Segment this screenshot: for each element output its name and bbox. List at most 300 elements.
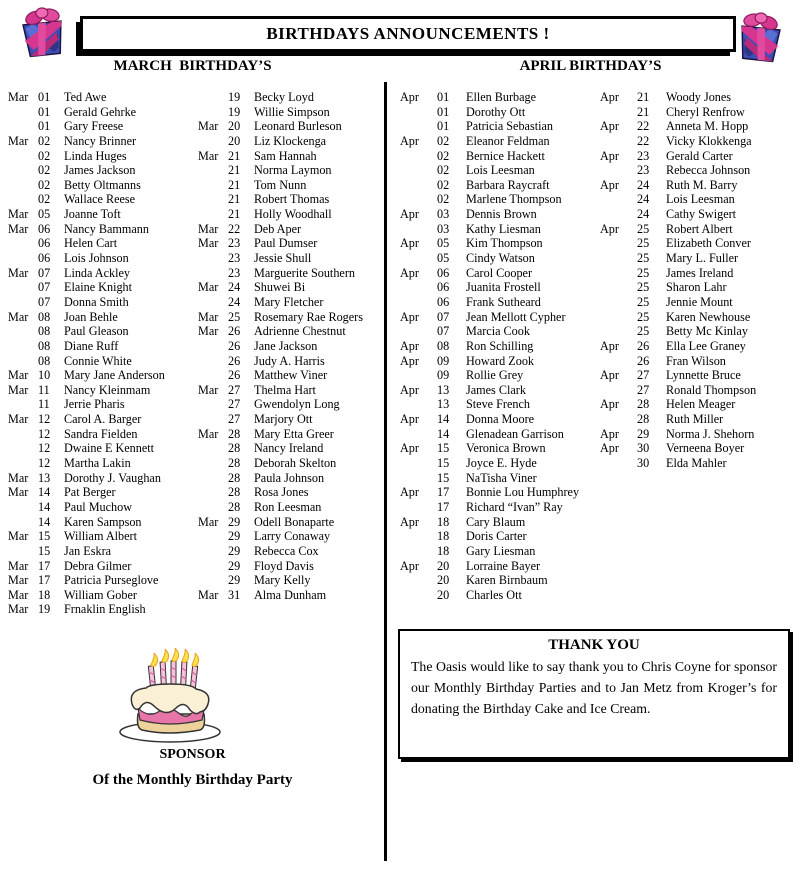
name-cell: Karen Birnbaum [466, 573, 548, 588]
month-cell: Mar [198, 514, 219, 529]
name-cell: Rosemary Rae Rogers [254, 309, 363, 324]
name-cell: Nancy Ireland [254, 441, 324, 456]
birthday-list-item [600, 412, 798, 427]
birthday-list-item [198, 266, 384, 281]
day-cell: 18 [437, 543, 450, 558]
march-birthday-list-column-2 [198, 90, 384, 602]
day-cell: 25 [637, 265, 650, 280]
april-birthday-list-column-1 [400, 90, 600, 602]
day-cell: 25 [637, 236, 650, 251]
day-cell: 02 [437, 148, 450, 163]
month-cell: Apr [600, 177, 619, 192]
birthday-list-item [400, 310, 600, 325]
day-cell: 10 [38, 368, 51, 383]
name-cell: Becky Loyd [254, 90, 314, 104]
day-cell: 24 [637, 177, 650, 192]
day-cell: 12 [38, 412, 51, 427]
day-cell: 15 [437, 441, 450, 456]
name-cell: Paula Johnson [254, 470, 325, 485]
name-cell: Leonard Burleson [254, 119, 342, 134]
day-cell: 02 [38, 148, 51, 163]
birthday-list-item [400, 207, 600, 222]
name-cell: Floyd Davis [254, 558, 314, 573]
name-cell: Robert Albert [666, 221, 733, 236]
name-cell: Dorothy J. Vaughan [64, 470, 161, 485]
birthday-list-item [400, 236, 600, 251]
name-cell: Patricia Sebastian [466, 119, 553, 134]
birthday-list-item [8, 515, 198, 530]
day-cell: 07 [38, 294, 51, 309]
day-cell: 15 [437, 456, 450, 471]
name-cell: Marjory Ott [254, 412, 313, 427]
month-cell: Mar [8, 382, 29, 397]
birthday-list-item [198, 310, 384, 325]
day-cell: 31 [228, 587, 241, 602]
birthday-list-item [8, 310, 198, 325]
march-section-header: MARCH BIRTHDAY’S [113, 58, 272, 74]
month-cell: Mar [8, 558, 29, 573]
month-cell: Apr [400, 514, 419, 529]
name-cell: Liz Klockenga [254, 133, 327, 148]
day-cell: 01 [38, 90, 51, 104]
birthday-list-item [8, 236, 198, 251]
name-cell: Ron Schilling [466, 338, 534, 353]
name-cell: Veronica Brown [466, 441, 546, 456]
birthday-list-item [400, 427, 600, 442]
day-cell: 23 [228, 251, 241, 266]
name-cell: Cary Blaum [466, 514, 526, 529]
month-cell: Mar [8, 368, 29, 383]
day-cell: 29 [228, 573, 241, 588]
name-cell: Norma Laymon [254, 163, 332, 178]
day-cell: 28 [228, 426, 241, 441]
name-cell: Jean Mellott Cypher [466, 309, 566, 324]
name-cell: Wallace Reese [64, 192, 136, 207]
day-cell: 17 [38, 573, 51, 588]
name-cell: Steve French [466, 397, 530, 412]
name-cell: Paul Dumser [254, 236, 318, 251]
birthday-list-item [8, 222, 198, 237]
day-cell: 08 [437, 338, 450, 353]
name-cell: Shuwei Bi [254, 280, 306, 295]
name-cell: Mary Etta Greer [254, 426, 334, 441]
day-cell: 07 [437, 324, 450, 339]
birthday-list-item [600, 192, 798, 207]
name-cell: Ella Lee Graney [666, 338, 746, 353]
day-cell: 27 [228, 412, 241, 427]
name-cell: Ted Awe [64, 90, 107, 104]
name-cell: Bonnie Lou Humphrey [466, 485, 580, 500]
name-cell: Donna Moore [466, 412, 535, 427]
birthday-list-item [600, 383, 798, 398]
day-cell: 29 [637, 426, 650, 441]
birthday-list-item [198, 485, 384, 500]
name-cell: Gerald Gehrke [64, 104, 137, 119]
month-cell: Mar [8, 412, 29, 427]
name-cell: James Ireland [666, 265, 734, 280]
day-cell: 27 [637, 382, 650, 397]
name-cell: Martha Lakin [64, 456, 131, 471]
name-cell: Matthew Viner [254, 368, 328, 383]
birthday-list-item [600, 149, 798, 164]
birthday-list-item [198, 515, 384, 530]
birthday-list-item [198, 251, 384, 266]
birthday-list-item [8, 163, 198, 178]
day-cell: 15 [437, 470, 450, 485]
birthday-list-item [8, 456, 198, 471]
month-cell: Apr [400, 338, 419, 353]
name-cell: Ruth Miller [666, 412, 724, 427]
name-cell: Ron Leesman [254, 499, 322, 514]
birthday-list-item [8, 295, 198, 310]
birthday-list-item [198, 500, 384, 515]
name-cell: Paul Muchow [64, 499, 133, 514]
birthday-list-item [400, 280, 600, 295]
month-cell: Apr [600, 338, 619, 353]
birthday-list-item [8, 602, 198, 617]
day-cell: 02 [38, 133, 51, 148]
month-cell: Mar [198, 324, 219, 339]
name-cell: NaTisha Viner [466, 470, 537, 485]
day-cell: 14 [38, 499, 51, 514]
birthday-list-item [8, 105, 198, 120]
day-cell: 29 [228, 558, 241, 573]
birthday-list-item [198, 441, 384, 456]
day-cell: 09 [437, 368, 450, 383]
birthday-list-item [8, 544, 198, 559]
day-cell: 25 [637, 324, 650, 339]
birthday-list-item [600, 251, 798, 266]
birthday-list-item [8, 339, 198, 354]
day-cell: 14 [437, 412, 450, 427]
page-title: BIRTHDAYS ANNOUNCEMENTS ! [266, 24, 550, 43]
name-cell: Pat Berger [64, 485, 116, 500]
birthday-list-item [198, 207, 384, 222]
birthday-list-item [600, 222, 798, 237]
birthday-list-item [600, 266, 798, 281]
birthday-list-item [198, 456, 384, 471]
birthday-list-item [8, 485, 198, 500]
birthday-list-item [198, 368, 384, 383]
name-cell: Odell Bonaparte [254, 514, 335, 529]
name-cell: Cindy Watson [466, 251, 535, 266]
day-cell: 20 [228, 133, 241, 148]
name-cell: Jerrie Pharis [64, 397, 125, 412]
birthday-list-item [400, 105, 600, 120]
name-cell: Paul Gleason [64, 324, 129, 339]
sponsor-subtitle: Of the Monthly Birthday Party [92, 772, 293, 788]
name-cell: Gerald Carter [666, 148, 733, 163]
name-cell: Ellen Burbage [466, 90, 537, 104]
thank-you-title: THANK YOU [548, 637, 640, 653]
day-cell: 25 [637, 280, 650, 295]
birthday-list-item [8, 383, 198, 398]
name-cell: Mary Kelly [254, 573, 311, 588]
name-cell: Nancy Bammann [64, 221, 149, 236]
day-cell: 29 [228, 543, 241, 558]
name-cell: Adrienne Chestnut [254, 324, 346, 339]
birthday-list-item [198, 324, 384, 339]
month-cell: Mar [8, 221, 29, 236]
birthday-list-item [600, 339, 798, 354]
birthday-list-item [8, 471, 198, 486]
birthday-list-item [600, 368, 798, 383]
birthday-list-item [8, 500, 198, 515]
name-cell: Carol Cooper [466, 265, 533, 280]
name-cell: Holly Woodhall [254, 207, 332, 222]
day-cell: 08 [38, 309, 51, 324]
day-cell: 28 [228, 499, 241, 514]
birthday-list-item [198, 427, 384, 442]
day-cell: 24 [228, 280, 241, 295]
name-cell: Mary L. Fuller [666, 251, 739, 266]
name-cell: Norma J. Shehorn [666, 426, 755, 441]
birthday-list-item [600, 354, 798, 369]
month-cell: Apr [400, 441, 419, 456]
name-cell: Sandra Fielden [64, 426, 138, 441]
day-cell: 28 [228, 441, 241, 456]
name-cell: Ruth M. Barry [666, 177, 738, 192]
day-cell: 18 [437, 529, 450, 544]
name-cell: Joyce E. Hyde [466, 456, 537, 471]
day-cell: 21 [637, 104, 650, 119]
name-cell: Lois Leesman [466, 163, 535, 178]
name-cell: Mary Jane Anderson [64, 368, 165, 383]
birthday-list-item [400, 368, 600, 383]
name-cell: Sharon Lahr [666, 280, 727, 295]
name-cell: Sam Hannah [254, 148, 317, 163]
birthday-list-item [8, 207, 198, 222]
birthday-list-item [8, 192, 198, 207]
month-cell: Apr [400, 309, 419, 324]
birthday-list-item [400, 485, 600, 500]
birthday-cake-icon [108, 648, 236, 744]
day-cell: 12 [38, 441, 51, 456]
name-cell: Dwaine E Kennett [64, 441, 155, 456]
name-cell: Juanita Frostell [466, 280, 541, 295]
birthday-list-item [198, 471, 384, 486]
name-cell: Gary Freese [64, 119, 124, 134]
day-cell: 26 [228, 353, 241, 368]
birthday-list-item [198, 354, 384, 369]
month-cell: Mar [8, 573, 29, 588]
name-cell: Debra Gilmer [64, 558, 132, 573]
day-cell: 02 [437, 133, 450, 148]
birthday-list-item [198, 529, 384, 544]
day-cell: 14 [38, 514, 51, 529]
birthday-list-item [198, 573, 384, 588]
day-cell: 05 [437, 236, 450, 251]
birthday-list-item [400, 383, 600, 398]
birthday-list-item [600, 441, 798, 456]
birthday-list-item [198, 236, 384, 251]
month-cell: Apr [400, 353, 419, 368]
name-cell: Frank Sutheard [466, 294, 541, 309]
name-cell: Joan Behle [64, 309, 118, 324]
name-cell: Dennis Brown [466, 207, 537, 222]
name-cell: Lorraine Bayer [466, 558, 541, 573]
day-cell: 12 [38, 426, 51, 441]
birthday-list-item [600, 236, 798, 251]
name-cell: Jane Jackson [254, 338, 318, 353]
day-cell: 03 [437, 207, 450, 222]
birthday-list-item [198, 163, 384, 178]
name-cell: Elda Mahler [666, 456, 727, 471]
day-cell: 02 [437, 163, 450, 178]
day-cell: 15 [38, 529, 51, 544]
birthday-list-item [400, 251, 600, 266]
birthday-list-item [198, 119, 384, 134]
day-cell: 18 [38, 587, 51, 602]
month-cell: Mar [8, 587, 29, 602]
birthday-list-item [400, 163, 600, 178]
birthday-list-item [8, 529, 198, 544]
birthday-list-item [600, 427, 798, 442]
gift-icon [12, 1, 74, 59]
birthday-list-item [198, 149, 384, 164]
day-cell: 07 [38, 265, 51, 280]
name-cell: Jessie Shull [254, 251, 312, 266]
month-cell: Apr [600, 397, 619, 412]
day-cell: 01 [437, 119, 450, 134]
month-cell: Apr [600, 221, 619, 236]
month-cell: Apr [400, 382, 419, 397]
day-cell: 05 [437, 251, 450, 266]
name-cell: Judy A. Harris [254, 353, 325, 368]
month-cell: Mar [198, 426, 219, 441]
birthday-list-item [400, 192, 600, 207]
birthday-list-item [198, 280, 384, 295]
name-cell: William Albert [64, 529, 137, 544]
day-cell: 25 [637, 251, 650, 266]
birthday-list-item [400, 471, 600, 486]
day-cell: 26 [228, 368, 241, 383]
name-cell: Elizabeth Conver [666, 236, 751, 251]
name-cell: Linda Ackley [64, 265, 130, 280]
birthday-list-item [198, 412, 384, 427]
day-cell: 26 [637, 338, 650, 353]
day-cell: 06 [437, 265, 450, 280]
day-cell: 24 [228, 294, 241, 309]
name-cell: Joanne Toft [64, 207, 121, 222]
month-cell: Apr [400, 412, 419, 427]
month-cell: Mar [8, 133, 29, 148]
name-cell: Marguerite Southern [254, 265, 355, 280]
name-cell: Verneena Boyer [666, 441, 745, 456]
day-cell: 02 [38, 177, 51, 192]
day-cell: 17 [38, 558, 51, 573]
month-cell: Apr [600, 90, 619, 104]
name-cell: Mary Fletcher [254, 294, 324, 309]
day-cell: 27 [637, 368, 650, 383]
month-cell: Mar [8, 470, 29, 485]
name-cell: Barbara Raycraft [466, 177, 550, 192]
name-cell: Deborah Skelton [254, 456, 337, 471]
birthday-list-item [8, 149, 198, 164]
birthday-list-item [400, 588, 600, 603]
name-cell: Linda Huges [64, 148, 127, 163]
month-cell: Apr [400, 207, 419, 222]
birthday-list-item [600, 178, 798, 193]
birthday-list-item [600, 134, 798, 149]
birthday-list-item [400, 119, 600, 134]
day-cell: 23 [637, 163, 650, 178]
name-cell: Rebecca Cox [254, 543, 319, 558]
month-cell: Apr [600, 119, 619, 134]
name-cell: Marcia Cook [466, 324, 530, 339]
birthday-list-item [600, 90, 798, 105]
day-cell: 01 [38, 119, 51, 134]
title-banner [80, 16, 736, 52]
birthday-list-item [400, 134, 600, 149]
name-cell: Lois Johnson [64, 251, 129, 266]
name-cell: Gary Liesman [466, 543, 536, 558]
day-cell: 19 [228, 104, 241, 119]
day-cell: 13 [437, 397, 450, 412]
name-cell: Bernice Hackett [466, 148, 545, 163]
month-cell: Mar [198, 382, 219, 397]
sponsor-label: SPONSOR [159, 747, 226, 762]
name-cell: Larry Conaway [254, 529, 331, 544]
birthday-list-item [198, 178, 384, 193]
day-cell: 15 [38, 543, 51, 558]
day-cell: 23 [228, 236, 241, 251]
day-cell: 08 [38, 324, 51, 339]
day-cell: 22 [228, 221, 241, 236]
day-cell: 28 [637, 397, 650, 412]
birthday-list-item [8, 251, 198, 266]
name-cell: Eleanor Feldman [466, 133, 550, 148]
name-cell: Anneta M. Hopp [666, 119, 749, 134]
birthday-list-item [198, 105, 384, 120]
name-cell: Ronald Thompson [666, 382, 757, 397]
day-cell: 26 [637, 353, 650, 368]
name-cell: Connie White [64, 353, 132, 368]
day-cell: 29 [228, 529, 241, 544]
name-cell: Frnaklin English [64, 602, 146, 617]
day-cell: 01 [38, 104, 51, 119]
birthday-list-item [600, 280, 798, 295]
birthday-list-item [198, 588, 384, 603]
name-cell: Elaine Knight [64, 280, 133, 295]
day-cell: 25 [228, 309, 241, 324]
birthday-list-item [8, 266, 198, 281]
day-cell: 22 [637, 133, 650, 148]
day-cell: 25 [637, 221, 650, 236]
name-cell: Patricia Purseglove [64, 573, 159, 588]
day-cell: 21 [637, 90, 650, 104]
name-cell: Howard Zook [466, 353, 535, 368]
day-cell: 28 [228, 485, 241, 500]
birthday-list-item [8, 559, 198, 574]
day-cell: 06 [38, 221, 51, 236]
day-cell: 21 [228, 207, 241, 222]
month-cell: Mar [198, 221, 219, 236]
birthday-list-item [600, 105, 798, 120]
name-cell: Gwendolyn Long [254, 397, 340, 412]
name-cell: Jan Eskra [64, 543, 112, 558]
day-cell: 29 [228, 514, 241, 529]
day-cell: 06 [437, 280, 450, 295]
birthday-list-item [400, 339, 600, 354]
thank-you-box [398, 629, 790, 759]
birthday-list-item [400, 441, 600, 456]
day-cell: 26 [228, 324, 241, 339]
day-cell: 18 [437, 514, 450, 529]
birthday-list-item [198, 134, 384, 149]
birthday-list-item [400, 90, 600, 105]
month-cell: Mar [8, 529, 29, 544]
